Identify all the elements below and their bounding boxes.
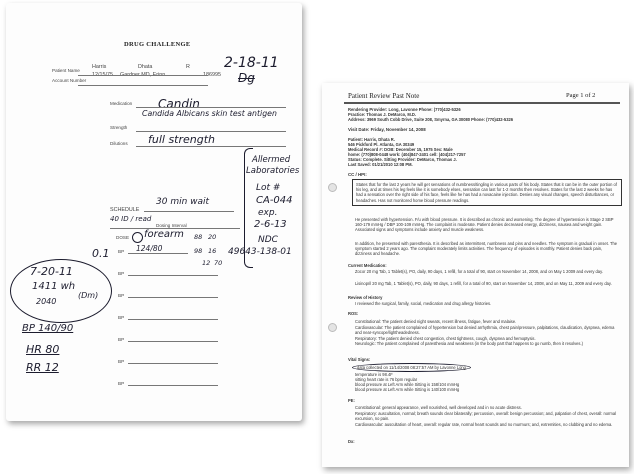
- bp-label-1: BP: [118, 249, 125, 254]
- current-medication-heading: Current Medication:: [348, 263, 387, 268]
- medication-lisinopril: Lisinopril 20 mg Tab, 1 Tablet(s), PO, daily, 90 days, 1 refill, for a total of 90, start on November 14, 2008, and on May 11, 2009 and every day.: [355, 281, 612, 286]
- medication-subtitle: Candida Albicans skin test antigen: [142, 109, 277, 118]
- patient-address: 546 Pickford Pl. Atlanta, GA 30349: [348, 142, 415, 147]
- bp-label-7: BP: [118, 381, 125, 386]
- patient-review-note: [322, 83, 629, 467]
- manufacturer-line-2: Laboratories: [246, 166, 300, 176]
- note-page-number: Page 1 of 2: [566, 92, 596, 99]
- pe-respiratory: Respiratory: auscultation, normal; breath sounds clear bilaterally; percussion, overall: benign percussion; and, palpation of chest, overall: normal excursion, no pain.: [355, 411, 617, 422]
- lot-label: Lot #: [256, 183, 281, 193]
- hpi-hypertension: He presented with hypertension. F/u with blood pressure. It is described as chronic and worsening. The degree of hypertension is Stage 2 SBP 160-179 mmHg / DBP 100-109 mmHg. The complaint is moderate. Patient denies decreased energy, dizziness, nausea and weight gain. Associated signs and symptoms include anxiety and muscle weakness.: [355, 217, 614, 233]
- handwritten-initials: Dg: [238, 71, 255, 85]
- punch-hole-top: [328, 183, 337, 192]
- vitals-collected-circled: data collected on 11/14/2008 08:27:57 AM by Lavonne Long: [352, 363, 471, 372]
- practice: Practice: Thomas J. DeMarco, M.D.: [348, 112, 417, 117]
- circled-time: 1411 wh: [32, 281, 76, 292]
- history-text: I reviewed the surgical, family, social, medication and drug allergy histories.: [355, 301, 492, 306]
- visit-date: Visit Date: Friday, November 14, 2008: [348, 127, 426, 132]
- exp-date: 2-6-13: [254, 219, 287, 230]
- rendering-provider: Rendering Provider: Long, Lavonne Phone: (770)432-5326: [348, 107, 461, 112]
- dosing-interval-label: Dosing Interval: [156, 223, 187, 228]
- ndc-number: 49643-138-01: [228, 247, 292, 257]
- code-number: 186995: [203, 72, 221, 78]
- schedule-label: SCHEDULE: [110, 207, 140, 213]
- col-value-b: 20: [208, 233, 217, 241]
- bp-label-3: BP: [118, 293, 125, 298]
- vital-hr: HR 80: [26, 343, 60, 356]
- history-heading: Review of History: [348, 295, 383, 300]
- pe-heading: PE:: [348, 398, 355, 403]
- last-saved: Last Saved: 01/21/2010 12:08 PM.: [348, 162, 413, 167]
- col-value-d: 16: [208, 247, 217, 255]
- ros-respiratory: Respiratory: The patient denied chest congestion, chest tightness, cough, dyspnea and hemoptysis.: [355, 336, 536, 341]
- patient-last-name: Harris: [92, 64, 107, 70]
- ros-constitutional: Constitutional: The patient denied night sweats, recent illness, fatigue, fever and malaise.: [355, 319, 517, 324]
- exp-label: exp.: [258, 208, 278, 218]
- medical-record: Medical Record #: DOB: December 15, 1975 Sex: Male: [348, 147, 453, 152]
- circled-date: 7-20-11: [30, 265, 73, 278]
- dilutions-label: Dilutions: [110, 141, 128, 146]
- medication-label: Medication: [110, 101, 133, 106]
- vital-bp: BP 140/90: [22, 323, 74, 334]
- dx-heading: Dx:: [348, 439, 355, 444]
- header-rule: [344, 102, 620, 104]
- punch-hole-bottom: [328, 323, 337, 332]
- dose-circle: [132, 232, 143, 243]
- practice-address: Address: 3969 South Cobb Drive, Suite 208, Smyrna, GA 30080 Phone: (770)432-5326: [348, 117, 514, 122]
- hand-zero-point-one: 0.1: [92, 247, 110, 260]
- patient-first-name: Dhata: [138, 64, 153, 70]
- handwritten-bp: 124/80: [136, 244, 163, 253]
- physician-name: Gardner MD, Erinn: [120, 72, 166, 78]
- dilutions-value: full strength: [148, 133, 216, 146]
- pe-cardiovascular: Cardiovascular: auscultation of heart, overall: regular rate, normal heart sounds and no murmurs; and, extremities, no clubbing and no edema.: [355, 422, 613, 427]
- status-line: Status: Complete. Sitting Provider: DeMarco, Thomas J.: [348, 157, 457, 162]
- bp-label-4: BP: [118, 315, 125, 320]
- bp-label-6: BP: [118, 359, 125, 364]
- schedule-sub: 40 ID / read: [110, 215, 152, 223]
- vital-rr: RR 12: [26, 361, 59, 374]
- ndc-label: NDC: [258, 235, 278, 245]
- patient-line: Patient: Harris, Dhata R.: [348, 137, 395, 142]
- circled-small: 2040: [36, 297, 57, 306]
- cc-heading: CC / HPI:: [348, 172, 367, 177]
- vitals-heart-rate: sitting heart rate is 76 bpm regular: [355, 377, 418, 382]
- handwritten-date: 2-18-11: [224, 55, 279, 71]
- pe-constitutional: Constitutional: general appearance, well nourished, well developed and in no acute distress.: [355, 405, 522, 410]
- drug-challenge-form: [6, 3, 302, 421]
- medication-value: Candin: [158, 97, 200, 111]
- vitals-heading: Vital Signs:: [348, 357, 371, 362]
- hpi-paresthesia: In addition, he presented with paresthesia. It is described as intermittent, numbness and pins and needles. The symptom is gradual in onset. The symptom started 2 years ago. The complaint moderately limits activities. The frequency of episodes is monthly. Patient denies back pain, dizziness and headache.: [355, 241, 617, 257]
- patient-name-label: Patient Name: [52, 68, 80, 73]
- schedule-note: 30 min wait: [156, 197, 210, 207]
- dose-value: forearm: [144, 229, 184, 240]
- form-title: DRUG CHALLENGE: [124, 41, 191, 48]
- dose-label: DOSE: [116, 235, 130, 240]
- cc-text: States that for the last 2 years he will get sensations of numbness/tingling in various parts of his body. States that it can be in the outer portion of his leg, and at times his leg feels like it is somebody elses, sensation can last for 1-2 months then resolves. States for the last 2 weeks he has had a sensation over the right side of his face, feels like he has had a novacaine injection. Denies any visual changes, speech disturbances, or headaches. Has not monitored home blood pressure readings.: [352, 179, 622, 206]
- manufacturer-line-1: Allermed: [252, 155, 291, 165]
- col-value-e: 12: [202, 259, 211, 267]
- ros-heading: ROS:: [348, 311, 359, 316]
- code-r: R: [186, 64, 190, 70]
- note-header-title: Patient Review Past Note: [348, 92, 420, 100]
- bp-label-5: BP: [118, 337, 125, 342]
- circled-initials: (Dm): [78, 291, 99, 300]
- ros-neurologic: Neurologic: The patient complained of paresthesia and weakness (in the body part that happens to go numb, then it resolves.): [355, 341, 583, 346]
- col-value-c: 98: [194, 247, 203, 255]
- account-number-label: Account Number: [52, 78, 87, 83]
- col-value-a: 88: [194, 233, 203, 241]
- vitals-temperature: temperature is 98.4F: [355, 372, 393, 377]
- home-phone: home: (770)808-0448 work: (404)847-2401 cell: (404)217-7257: [348, 152, 466, 157]
- patient-dob: 12/15/75: [92, 72, 113, 78]
- vitals-bp-2: blood pressure at Left Arm while Sitting is 140/100 mmHg: [355, 387, 460, 392]
- lot-number: CA-044: [256, 195, 293, 206]
- vitals-bp-1: blood pressure at Left Arm while Sitting is 158/104 mmHg: [355, 382, 460, 387]
- strength-label: Strength: [110, 125, 128, 130]
- col-value-f: 70: [214, 259, 223, 267]
- medication-zocor: Zocor 20 mg Tab, 1 Tablet(s), PO, daily, 90 days, 1 refill, for a total of 90, start on November 14, 2008, and on May 1 2009 and every day.: [355, 269, 603, 274]
- bp-label-2: BP: [118, 271, 125, 276]
- ros-cardiovascular: Cardiovascular: The patient complained of hypertension but denied arrhythmia, chest pain/pressure, palpitations, claudication, dyspnea, edema and near-syncope/lightheadedness.: [355, 325, 615, 336]
